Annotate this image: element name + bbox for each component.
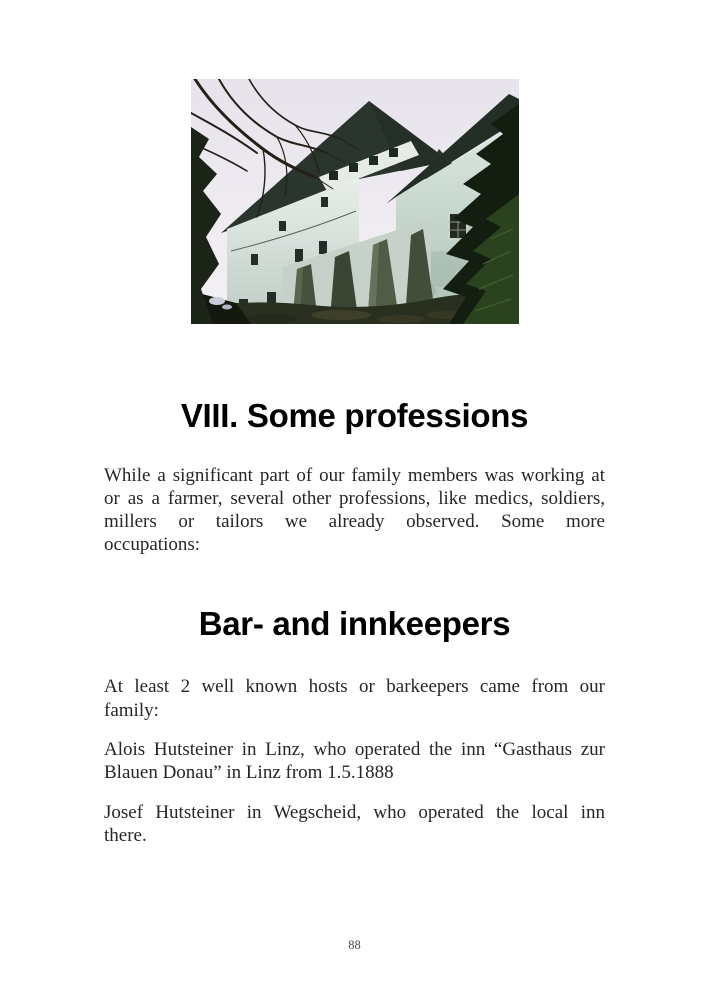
text-line: At least 2 well known hosts or barkeepers came from our xyxy=(104,676,605,698)
text-line: or as a farmer, several other professions, like medics, soldiers, xyxy=(104,487,605,509)
building-photo xyxy=(191,79,519,324)
text-line: Blauen Donau” in Linz from 1.5.1888 xyxy=(104,762,394,784)
text-line: millers or tailors we already observed. Some more xyxy=(104,511,605,533)
intro-paragraph xyxy=(104,464,605,557)
text-line: there. xyxy=(104,824,147,846)
white-object-small xyxy=(222,305,232,310)
hosts-paragraph xyxy=(104,675,605,722)
alois-paragraph xyxy=(104,738,605,785)
josef-paragraph xyxy=(104,801,605,848)
text-line: While a significant part of our family members was working at xyxy=(104,464,605,486)
page-number: 88 xyxy=(348,938,361,952)
text-line: Alois Hutsteiner in Linz, who operated the inn “Gasthaus zur xyxy=(104,738,605,760)
white-object xyxy=(209,297,225,305)
sub-heading: Bar- and innkeepers xyxy=(198,604,511,642)
text-line: occupations: xyxy=(104,534,201,556)
text-line: Josef Hutsteiner in Wegscheid, who operated the local inn xyxy=(104,801,605,823)
text-line: family: xyxy=(104,699,159,721)
chapter-heading: VIII. Some professions xyxy=(180,397,529,434)
